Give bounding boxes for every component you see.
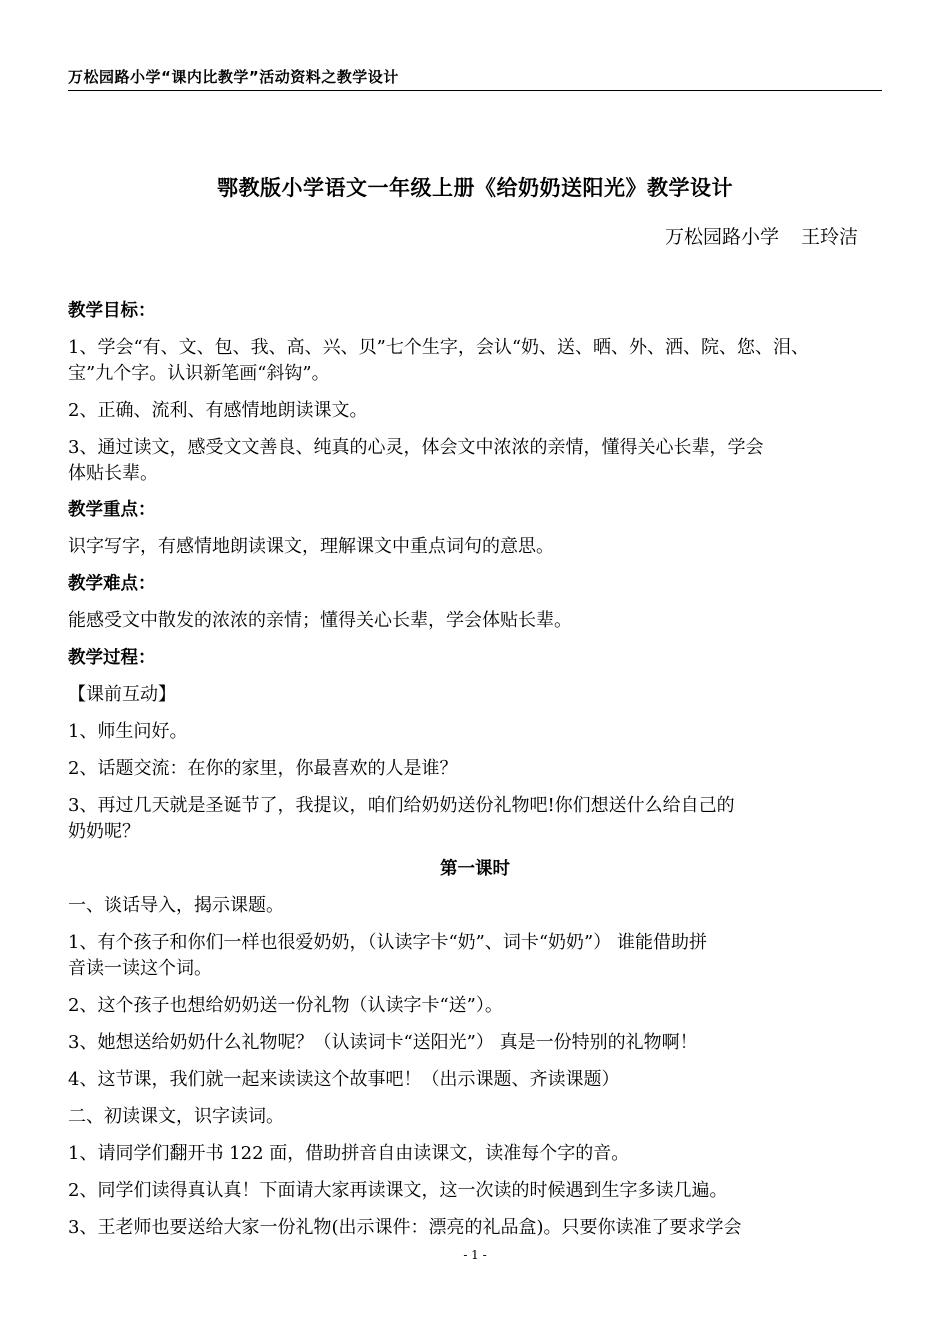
lesson-1-a3: 3、她想送给奶奶什么礼物呢？（认读词卡“送阳光”） 真是一份特别的礼物啊！ — [68, 1032, 698, 1053]
lesson-1-a2: 2、这个孩子也想给奶奶送一份礼物（认读字卡“送”）。 — [68, 995, 503, 1016]
author-line — [665, 222, 858, 249]
objectives-heading: 教学目标： — [68, 301, 156, 321]
lesson-1-part-2: 二、初读课文，识字读词。 — [68, 1106, 284, 1127]
objective-3-line-1: 3、通过读文，感受文文善良、纯真的心灵，体会文中浓浓的亲情，懂得关心长辈，学会 — [68, 437, 764, 458]
lesson-1-a4: 4、这节课，我们就一起来读读这个故事吧！（出示课题、齐读课题） — [68, 1069, 620, 1090]
objective-2: 2、正确、流利、有感情地朗读课文。 — [68, 400, 368, 421]
author-name: 王玲洁 — [800, 226, 858, 248]
difficulties-text: 能感受文中散发的浓浓的亲情；懂得关心长辈，学会体贴长辈。 — [68, 610, 572, 631]
process-heading: 教学过程： — [68, 648, 156, 668]
difficulties-heading: 教学难点： — [68, 574, 156, 594]
author-school: 万松园路小学 — [664, 226, 779, 248]
lesson-1-part-1: 一、谈话导入，揭示课题。 — [68, 895, 284, 916]
header-rule — [68, 90, 882, 91]
lesson-1-a1-line-2: 音读一读这个词。 — [68, 958, 212, 979]
pre-class-label: 【课前互动】 — [68, 684, 176, 705]
page-number: - 1 - — [463, 1248, 487, 1262]
lesson-1-heading: 第一课时 — [440, 859, 510, 879]
lesson-1-a1-line-1: 1、有个孩子和你们一样也很爱奶奶，（认读字卡“奶”、词卡“奶奶”） 谁能借助拼 — [68, 932, 707, 953]
page-header: 万松园路小学“课内比教学”活动资料之教学设计 — [68, 68, 399, 86]
key-points-heading: 教学重点： — [68, 500, 156, 520]
lesson-1-b2: 2、同学们读得真认真！下面请大家再读课文，这一次读的时候遇到生字多读几遍。 — [68, 1180, 728, 1201]
objective-1-line-1: 1、学会“有、文、包、我、高、兴、贝”七个生字，会认“奶、送、晒、外、洒、院、您、泪、 — [68, 337, 810, 358]
process-item-1: 1、师生问好。 — [68, 721, 188, 742]
objective-3-line-2: 体贴长辈。 — [68, 463, 158, 484]
objective-1-line-2: 宝”九个字。认识新笔画“斜钩”。 — [68, 363, 330, 384]
document-title: 鄂教版小学语文一年级上册《给奶奶送阳光》教学设计 — [217, 176, 733, 200]
lesson-1-b3: 3、王老师也要送给大家一份礼物(出示课件：漂亮的礼品盒)。只要你读准了要求学会 — [68, 1217, 742, 1238]
process-item-2: 2、话题交流：在你的家里，你最喜欢的人是谁？ — [68, 758, 458, 779]
process-item-3-line-1: 3、再过几天就是圣诞节了，我提议，咱们给奶奶送份礼物吧!你们想送什么给自己的 — [68, 795, 735, 816]
lesson-1-b1: 1、请同学们翻开书 122 面，借助拼音自由读课文，读准每个字的音。 — [68, 1143, 630, 1164]
key-points-text: 识字写字，有感情地朗读课文，理解课文中重点词句的意思。 — [68, 536, 554, 557]
process-item-3-line-2: 奶奶呢？ — [68, 821, 140, 842]
